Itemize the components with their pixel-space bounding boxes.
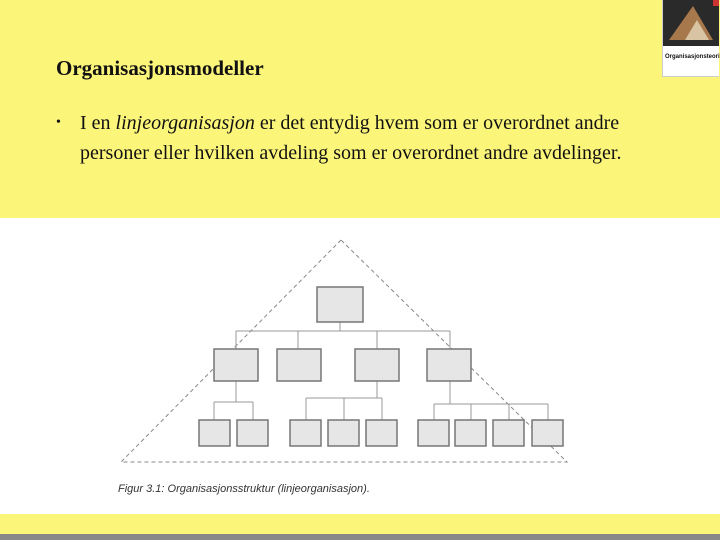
org-box-top bbox=[317, 287, 363, 322]
org-box-middle bbox=[355, 349, 399, 381]
bullet-prefix: I en bbox=[80, 112, 116, 134]
org-box-bottom bbox=[418, 420, 449, 446]
org-box-middle bbox=[427, 349, 471, 381]
org-box-middle bbox=[214, 349, 258, 381]
book-cover-title: Organisasjonsteori bbox=[665, 54, 720, 60]
org-chart-diagram bbox=[0, 218, 720, 514]
org-box-bottom bbox=[290, 420, 321, 446]
org-box-bottom bbox=[237, 420, 268, 446]
book-cover-thumbnail bbox=[662, 0, 719, 77]
org-box-bottom bbox=[366, 420, 397, 446]
book-cover-art bbox=[663, 0, 719, 46]
figure-panel bbox=[0, 218, 720, 514]
bullet-term: linjeorganisasjon bbox=[115, 112, 255, 134]
bullet-item bbox=[56, 108, 656, 168]
bullet-marker: • bbox=[56, 115, 61, 130]
org-box-bottom bbox=[532, 420, 563, 446]
org-box-bottom bbox=[199, 420, 230, 446]
org-box-bottom bbox=[455, 420, 486, 446]
org-box-bottom bbox=[328, 420, 359, 446]
org-box-bottom bbox=[493, 420, 524, 446]
connectors-level-1 bbox=[236, 322, 450, 349]
bullet-rest: er det entydig hvem som er overordnet andre personer eller hvilken avdeling som er overordnet andre avdelinger. bbox=[80, 112, 622, 164]
slide-title: Organisasjonsmodeller bbox=[56, 56, 264, 80]
connectors-level-2 bbox=[214, 381, 548, 420]
bottom-bar bbox=[0, 534, 720, 540]
figure-caption: Figur 3.1: Organisasjonsstruktur (linjeorganisasjon). bbox=[118, 483, 370, 495]
org-box-middle bbox=[277, 349, 321, 381]
bullet-text bbox=[80, 108, 656, 168]
